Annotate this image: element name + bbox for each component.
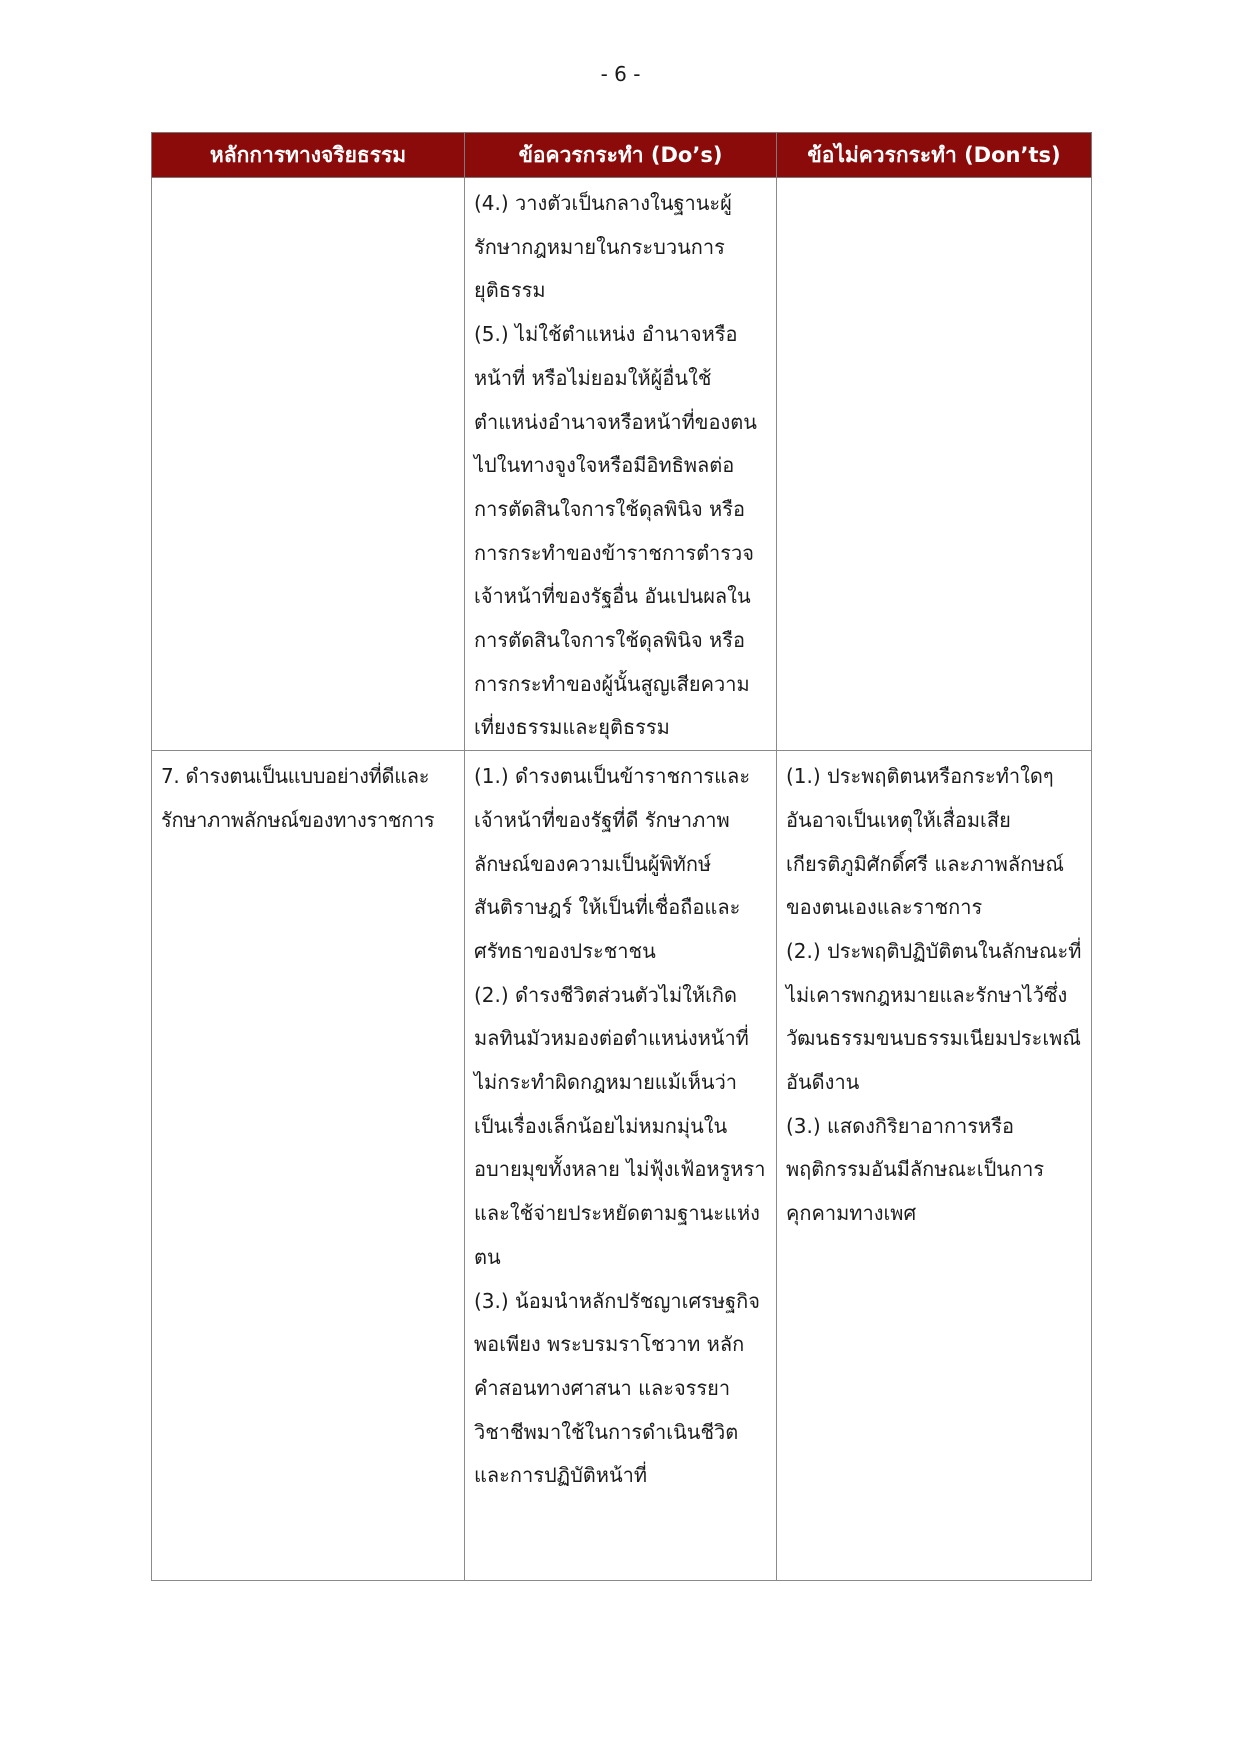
dos-item: (1.) ดำรงตนเป็นข้าราชการและเจ้าหน้าที่ของรัฐที่ดี รักษาภาพลักษณ์ของความเป็นผู้พิทักษ์สันติราษฎร์ ให้เป็นที่เชื่อถือและศรัทธาของประชาชน	[474, 764, 751, 963]
dos-cell	[465, 751, 777, 1581]
dos-item: (4.) วางตัวเป็นกลางในฐานะผู้รักษากฎหมายในกระบวนการยุติธรรม	[474, 191, 732, 303]
table-row	[152, 178, 1092, 751]
donts-cell	[777, 178, 1092, 751]
dos-cell	[465, 178, 777, 751]
ethics-table	[151, 132, 1092, 1581]
donts-cell	[777, 751, 1092, 1581]
principle-cell	[152, 751, 465, 1581]
donts-item: (2.) ประพฤติปฏิบัติตนในลักษณะที่ไม่เคารพกฎหมายและรักษาไว้ซึ่งวัฒนธรรมขนบธรรมเนียมประเพณีอันดีงาน	[786, 938, 1082, 1095]
dos-item: (5.) ไม่ใช้ตำแหน่ง อำนาจหรือหน้าที่ หรือไม่ยอมให้ผู้อื่นใช้ตำแหน่งอำนาจหรือหน้าที่ของตนไปในทางจูงใจหรือมีอิทธิพลต่อการตัดสินใจการใช้ดุลพินิจ หรือการกระทำของข้าราชการตำรวจเจ้าหน้าที่ของรัฐอื่น อันเปนผลในการตัดสินใจการใช้ดุลพินิจ หรือการกระทำของผู้นั้นสูญเสียความเที่ยงธรรมและยุติธรรม	[474, 322, 757, 740]
header-donts: ข้อไม่ควรกระทำ (Don’ts)	[777, 133, 1092, 178]
donts-item: (3.) แสดงกิริยาอาการหรือพฤติกรรมอันมีลักษณะเป็นการคุกคามทางเพศ	[786, 1113, 1045, 1226]
page-number: - 6 -	[600, 62, 641, 86]
table-row	[152, 751, 1092, 1581]
principle-cell	[152, 178, 465, 751]
donts-item: (1.) ประพฤติตนหรือกระทำใดๆ อันอาจเป็นเหตุให้เสื่อมเสียเกียรติภูมิศักดิ์ศรี และภาพลักษณ์ของตนเองและราชการ	[786, 764, 1064, 920]
table-header-row	[152, 133, 1092, 178]
header-principle: หลักการทางจริยธรรม	[152, 133, 465, 178]
header-dos: ข้อควรกระทำ (Do’s)	[465, 133, 777, 178]
principle-text: 7. ดำรงตนเป็นแบบอย่างที่ดีและรักษาภาพลักษณ์ของทางราชการ	[161, 764, 435, 832]
dos-item: (3.) น้อมนำหลักปรัชญาเศรษฐกิจพอเพียง พระบรมราโชวาท หลักคำสอนทางศาสนา และจรรยาวิชาชีพมาใช้ในการดำเนินชีวิตและการปฏิบัติหน้าที่	[474, 1288, 760, 1488]
dos-item: (2.) ดำรงชีวิตส่วนตัวไม่ให้เกิดมลทินมัวหมองต่อตำแหน่งหน้าที่ไม่กระทำผิดกฎหมายแม้เห็นว่าเป็นเรื่องเล็กน้อยไม่หมกมุ่นในอบายมุขทั้งหลาย ไม่ฟุ้งเฟ้อหรูหราและใช้จ่ายประหยัดตามฐานะแห่งตน	[474, 982, 766, 1269]
